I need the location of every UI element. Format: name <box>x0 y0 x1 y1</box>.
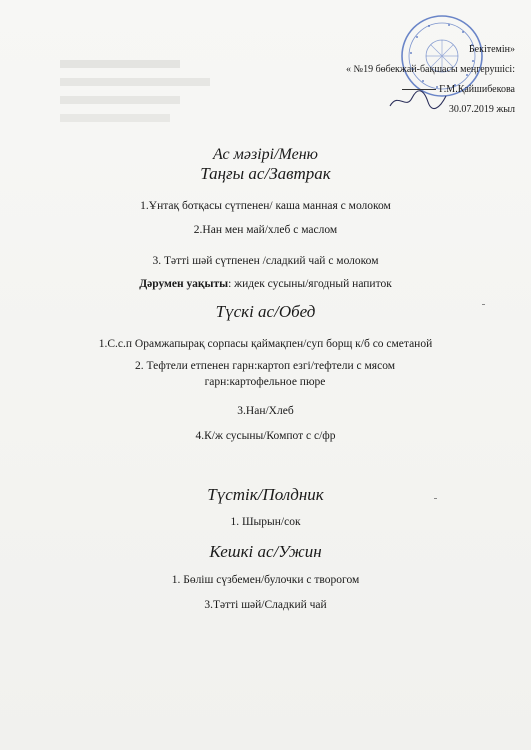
lunch-item: 1.С.с.п Орамжапырақ сорпасы қаймақпен/суп борщ к/б со сметаной <box>98 338 433 350</box>
bleed-through-mark <box>60 114 170 122</box>
scan-speck <box>482 304 485 305</box>
handwritten-signature <box>388 88 448 112</box>
vitamin-text: : жидек сусыны/ягодный напиток <box>228 278 392 290</box>
lunch-heading: Түскі ас/Обед <box>215 302 316 321</box>
breakfast-item: 2.Нан мен май/хлеб с маслом <box>193 224 338 236</box>
bleed-through-mark <box>60 60 180 68</box>
vitamin-label: Дәрумен уақыты <box>139 278 229 290</box>
menu-title: Ас мәзірі/Меню <box>213 146 318 163</box>
lunch-item: 3.Нан/Хлеб <box>237 405 294 417</box>
lunch-item: 2. Тефтели етпенен гарн:картоп езгі/тефтели с мясом гарн:картофельное пюре <box>134 360 396 388</box>
scan-speck <box>434 498 437 499</box>
snack-item: 1. Шырын/сок <box>230 516 301 528</box>
bleed-through-mark <box>60 78 210 86</box>
approval-label: Бекітемін» <box>468 44 515 55</box>
breakfast-item: 1.Ұнтақ ботқасы сүтпенен/ каша манная с молоком <box>140 200 391 212</box>
breakfast-heading: Таңғы ас/Завтрак <box>200 164 331 183</box>
vitamin-line <box>0 278 531 290</box>
approval-signer: Г.М.Қайшибекова <box>439 84 515 95</box>
lunch-item: 4.К/ж сусыны/Компот с с/фр <box>195 430 336 442</box>
approval-date: 30.07.2019 жыл <box>448 104 515 115</box>
snack-heading: Түстік/Полдник <box>207 485 324 504</box>
approval-position: « №19 бөбекжай-бақшасы меңгерушісі: <box>346 64 515 75</box>
dinner-item: 3.Тәтті шәй/Сладкий чай <box>204 599 327 611</box>
dinner-heading: Кешкі ас/Ужин <box>209 542 322 561</box>
dinner-item: 1. Бөліш сүзбемен/булочки с творогом <box>171 574 360 586</box>
breakfast-item: 3. Тәтті шәй сүтпенен /сладкий чай с молоком <box>152 255 379 267</box>
bleed-through-mark <box>60 96 180 104</box>
